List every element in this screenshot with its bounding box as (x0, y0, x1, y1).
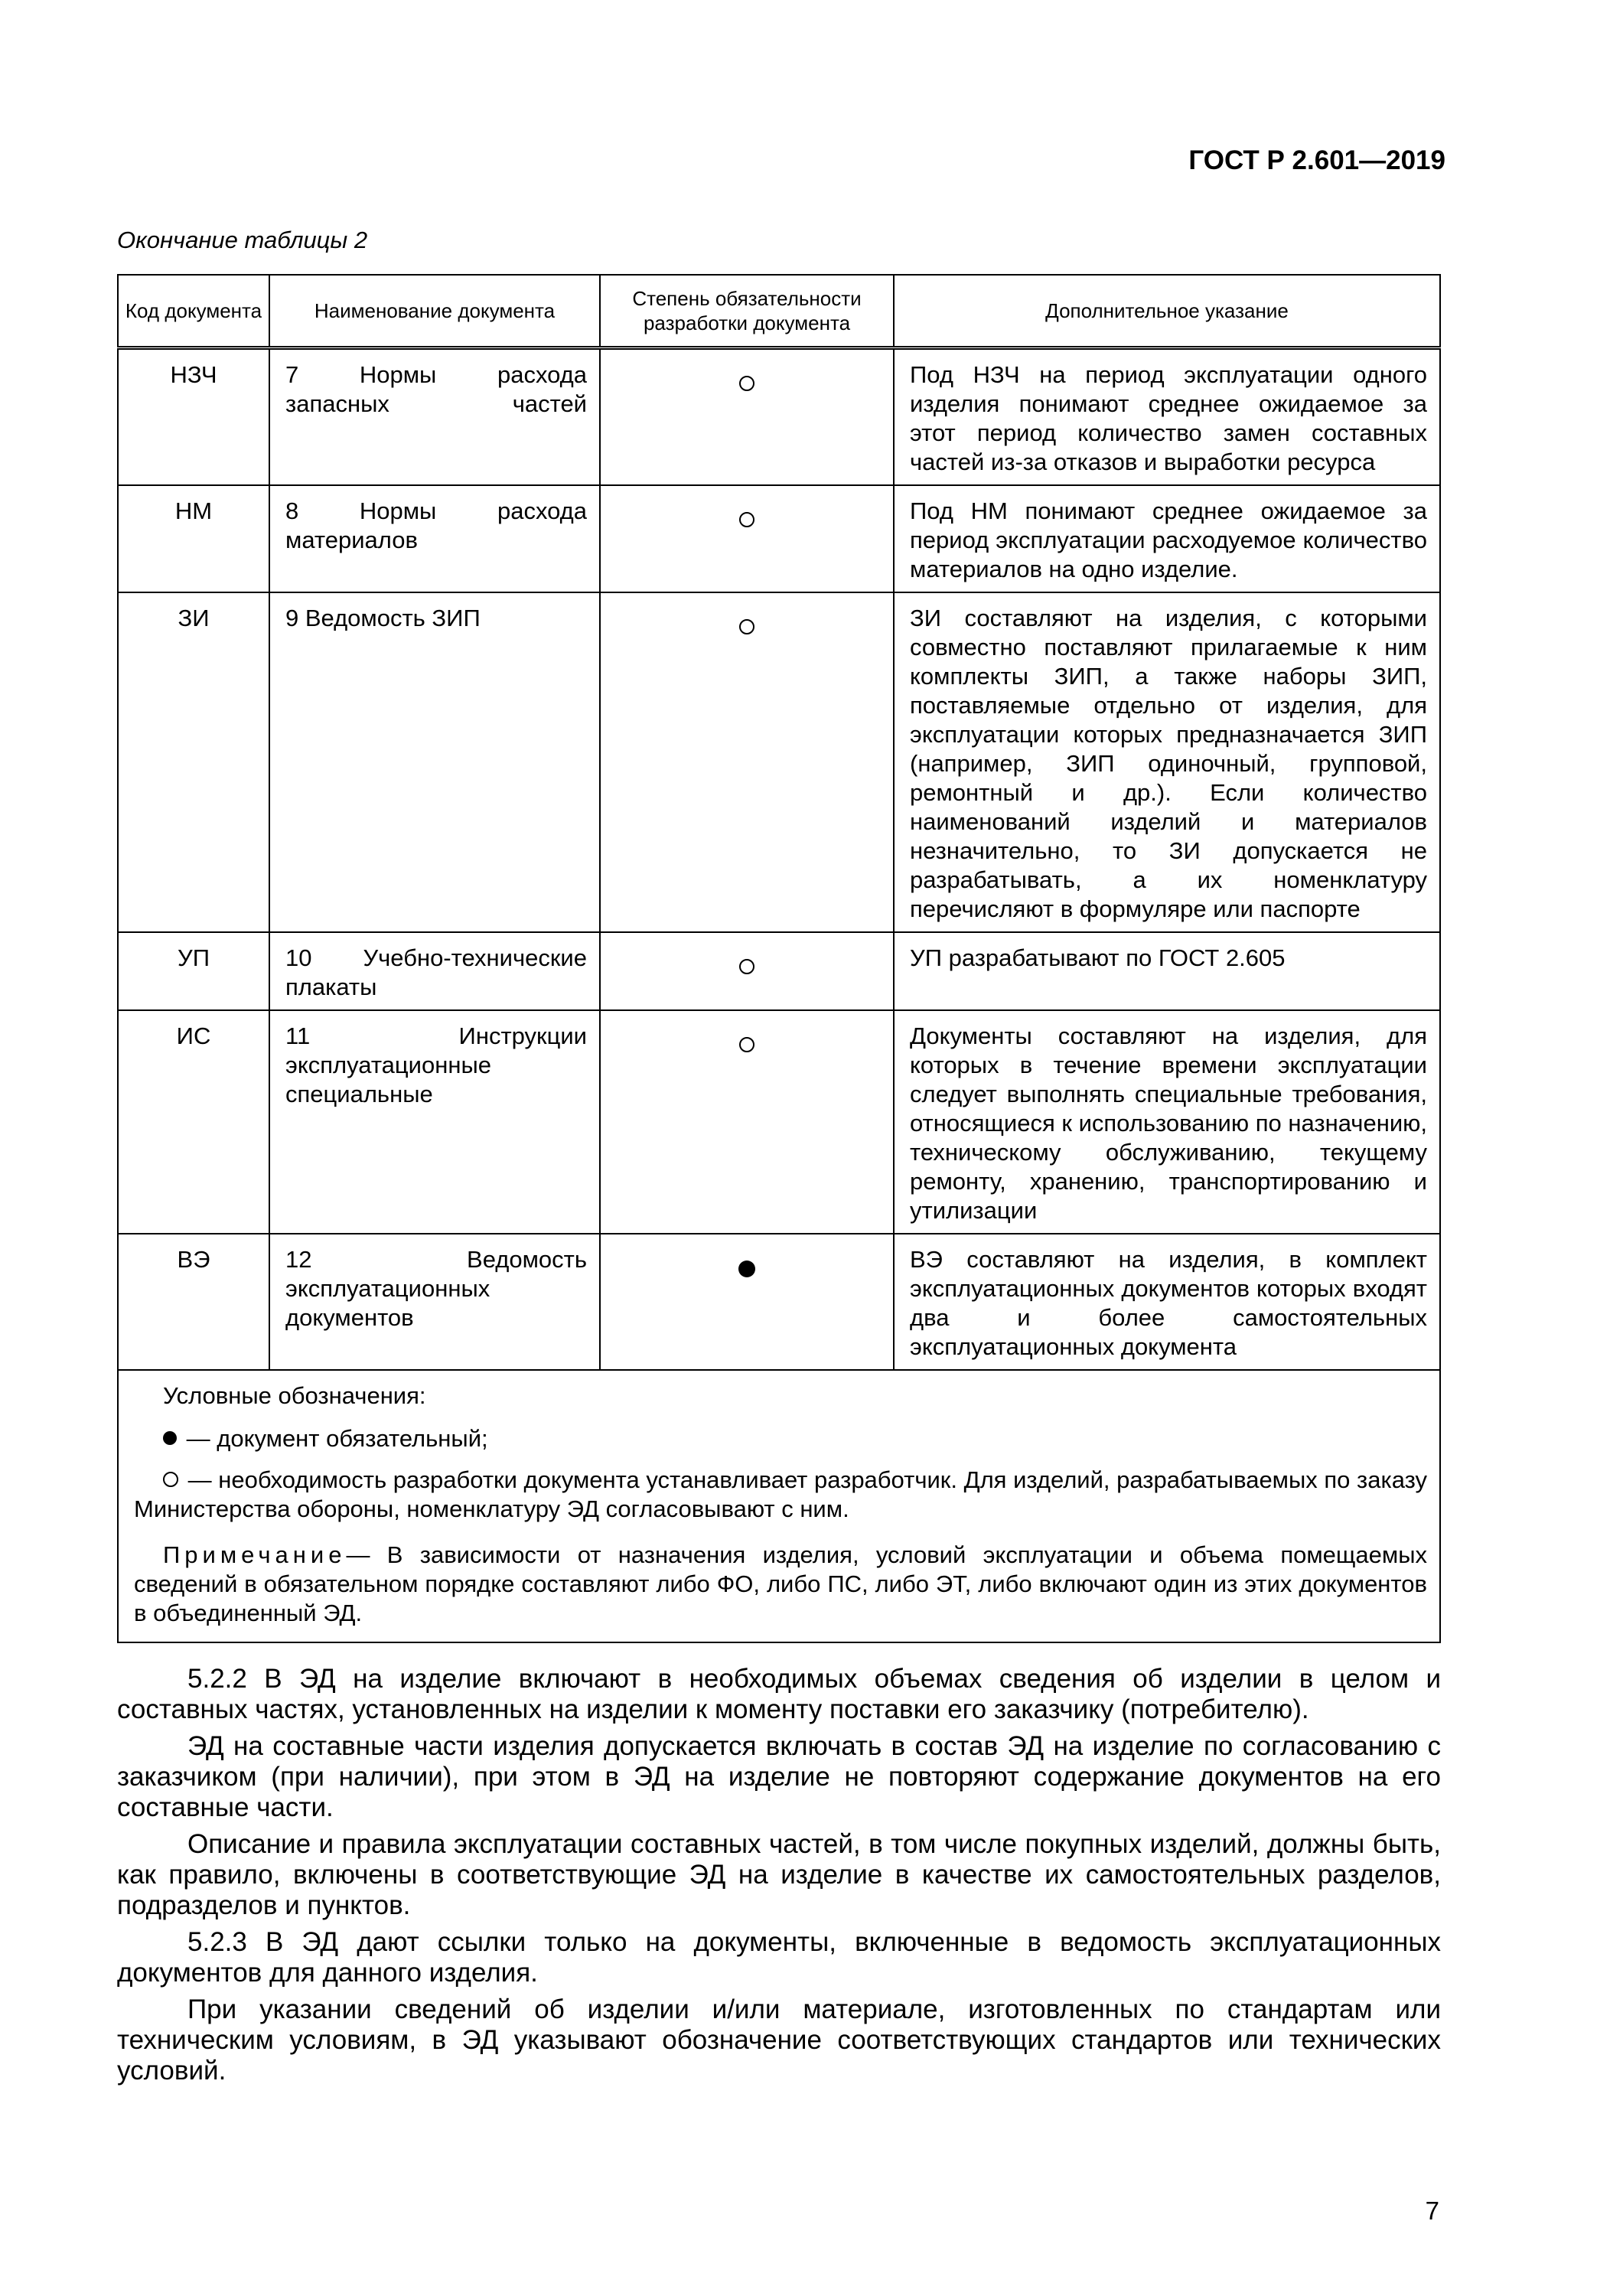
legend-required-text: — документ обязательный; (186, 1425, 488, 1452)
paragraph: При указании сведений об изделии и/или материале, изготовленных по стандартам или техническим условиям, в ЭД указывают обозначение соответствующих стандартов или технических условий. (117, 1994, 1441, 2086)
doc-name: 11 Инструкции эксплуатационные специальные (269, 1010, 600, 1234)
note-label: Примечание (163, 1541, 347, 1568)
col-header-note: Дополнительное указание (894, 275, 1440, 348)
page-number: 7 (1425, 2197, 1439, 2225)
table-row (118, 485, 1440, 592)
table-row (118, 348, 1440, 486)
degree-cell (600, 1234, 894, 1370)
doc-code: УП (118, 932, 269, 1010)
body-text (117, 1664, 1441, 2092)
table-header-row (118, 275, 1440, 348)
doc-note: Документы составляют на изделия, для которых в течение времени эксплуатации следует выполнять специальные требования, относящиеся к использованию по назначению, техническому обслуживанию, текущему ремонту, хранению, транспортированию и утилизации (894, 1010, 1440, 1234)
optional-circle-icon (739, 512, 754, 527)
paragraph: Описание и правила эксплуатации составных частей, в том числе покупных изделий, должны быть, как правило, включены в соответствующие ЭД на изделие в качестве их самостоятельных разделов, подразделов и пунктов. (117, 1829, 1441, 1920)
standard-designation: ГОСТ Р 2.601—2019 (1188, 145, 1445, 175)
degree-cell (600, 348, 894, 486)
doc-note: ВЭ составляют на изделия, в комплект эксплуатационных документов которых входят два и более самостоятельных эксплуатационных документа (894, 1234, 1440, 1370)
optional-circle-icon (739, 376, 754, 391)
legend-note (134, 1541, 1427, 1628)
col-header-degree: Степень обязательности разработки документа (600, 275, 894, 348)
doc-code: ЗИ (118, 592, 269, 932)
table-row (118, 1010, 1440, 1234)
paragraph: 5.2.3 В ЭД дают ссылки только на документы, включенные в ведомость эксплуатационных документов для данного изделия. (117, 1927, 1441, 1988)
doc-code: ВЭ (118, 1234, 269, 1370)
filled-dot-icon (163, 1431, 177, 1445)
doc-code: НМ (118, 485, 269, 592)
legend (118, 1370, 1440, 1642)
degree-cell (600, 592, 894, 932)
optional-circle-icon (739, 1037, 754, 1052)
paragraph: ЭД на составные части изделия допускается включать в состав ЭД на изделие по согласованию с заказчиком (при наличии), при этом в ЭД на изделие не повторяют содержание документов на его составные части. (117, 1731, 1441, 1822)
table-caption: Окончание таблицы 2 (117, 227, 368, 253)
degree-cell (600, 932, 894, 1010)
table-row (118, 1234, 1440, 1370)
required-dot-icon (738, 1261, 755, 1277)
table-row (118, 932, 1440, 1010)
legend-optional (134, 1466, 1427, 1524)
degree-cell (600, 1010, 894, 1234)
degree-cell (600, 485, 894, 592)
doc-name: 9 Ведомость ЗИП (269, 592, 600, 932)
table-row (118, 592, 1440, 932)
legend-row (118, 1370, 1440, 1642)
note-text: — В зависимости от назначения изделия, условий эксплуатации и объема помещаемых сведений в обязательном порядке составляют либо ФО, либо ПС, либо ЭТ, либо включают один из этих документов в объединенный ЭД. (134, 1541, 1427, 1626)
optional-circle-icon (739, 619, 754, 634)
doc-code: ИС (118, 1010, 269, 1234)
paragraph: 5.2.2 В ЭД на изделие включают в необходимых объемах сведения об изделии в целом и составных частях, установленных на изделии к моменту поставки его заказчику (потребителю). (117, 1664, 1441, 1724)
col-header-code: Код документа (118, 275, 269, 348)
doc-name: 7 Нормы расхода запасных частей (269, 348, 600, 486)
doc-name: 10 Учебно-технические плакаты (269, 932, 600, 1010)
doc-note: ЗИ составляют на изделия, с которыми совместно поставляют прилагаемые к ним комплекты ЗИП, а также наборы ЗИП, поставляемые отдельно от изделия, для эксплуатации которых предназначается ЗИП (например, ЗИП одиночный, групповой, ремонтный и др.). Если количество наименований изделий и материалов незначительно, то ЗИ допускается не разрабатывать, а их номенклатуру перечисляют в формуляре или паспорте (894, 592, 1440, 932)
doc-name: 12 Ведомость эксплуатационных документов (269, 1234, 600, 1370)
optional-circle-icon (739, 959, 754, 974)
doc-name: 8 Нормы расхода материалов (269, 485, 600, 592)
doc-code: НЗЧ (118, 348, 269, 486)
open-circle-icon (163, 1472, 178, 1487)
legend-required (134, 1424, 1427, 1453)
doc-note: Под НМ понимают среднее ожидаемое за период эксплуатации расходуемое количество материалов на одно изделие. (894, 485, 1440, 592)
doc-note: УП разрабатывают по ГОСТ 2.605 (894, 932, 1440, 1010)
doc-note: Под НЗЧ на период эксплуатации одного изделия понимают среднее ожидаемое за этот период количество замен составных частей из-за отказов и выработки ресурса (894, 348, 1440, 486)
col-header-name: Наименование документа (269, 275, 600, 348)
legend-optional-text: — необходимость разработки документа устанавливает разработчик. Для изделий, разрабатываемых по заказу Министерства обороны, номенклатуру ЭД согласовывают с ним. (134, 1466, 1427, 1522)
documents-table (117, 274, 1441, 1643)
legend-title: Условные обозначения: (163, 1382, 426, 1409)
